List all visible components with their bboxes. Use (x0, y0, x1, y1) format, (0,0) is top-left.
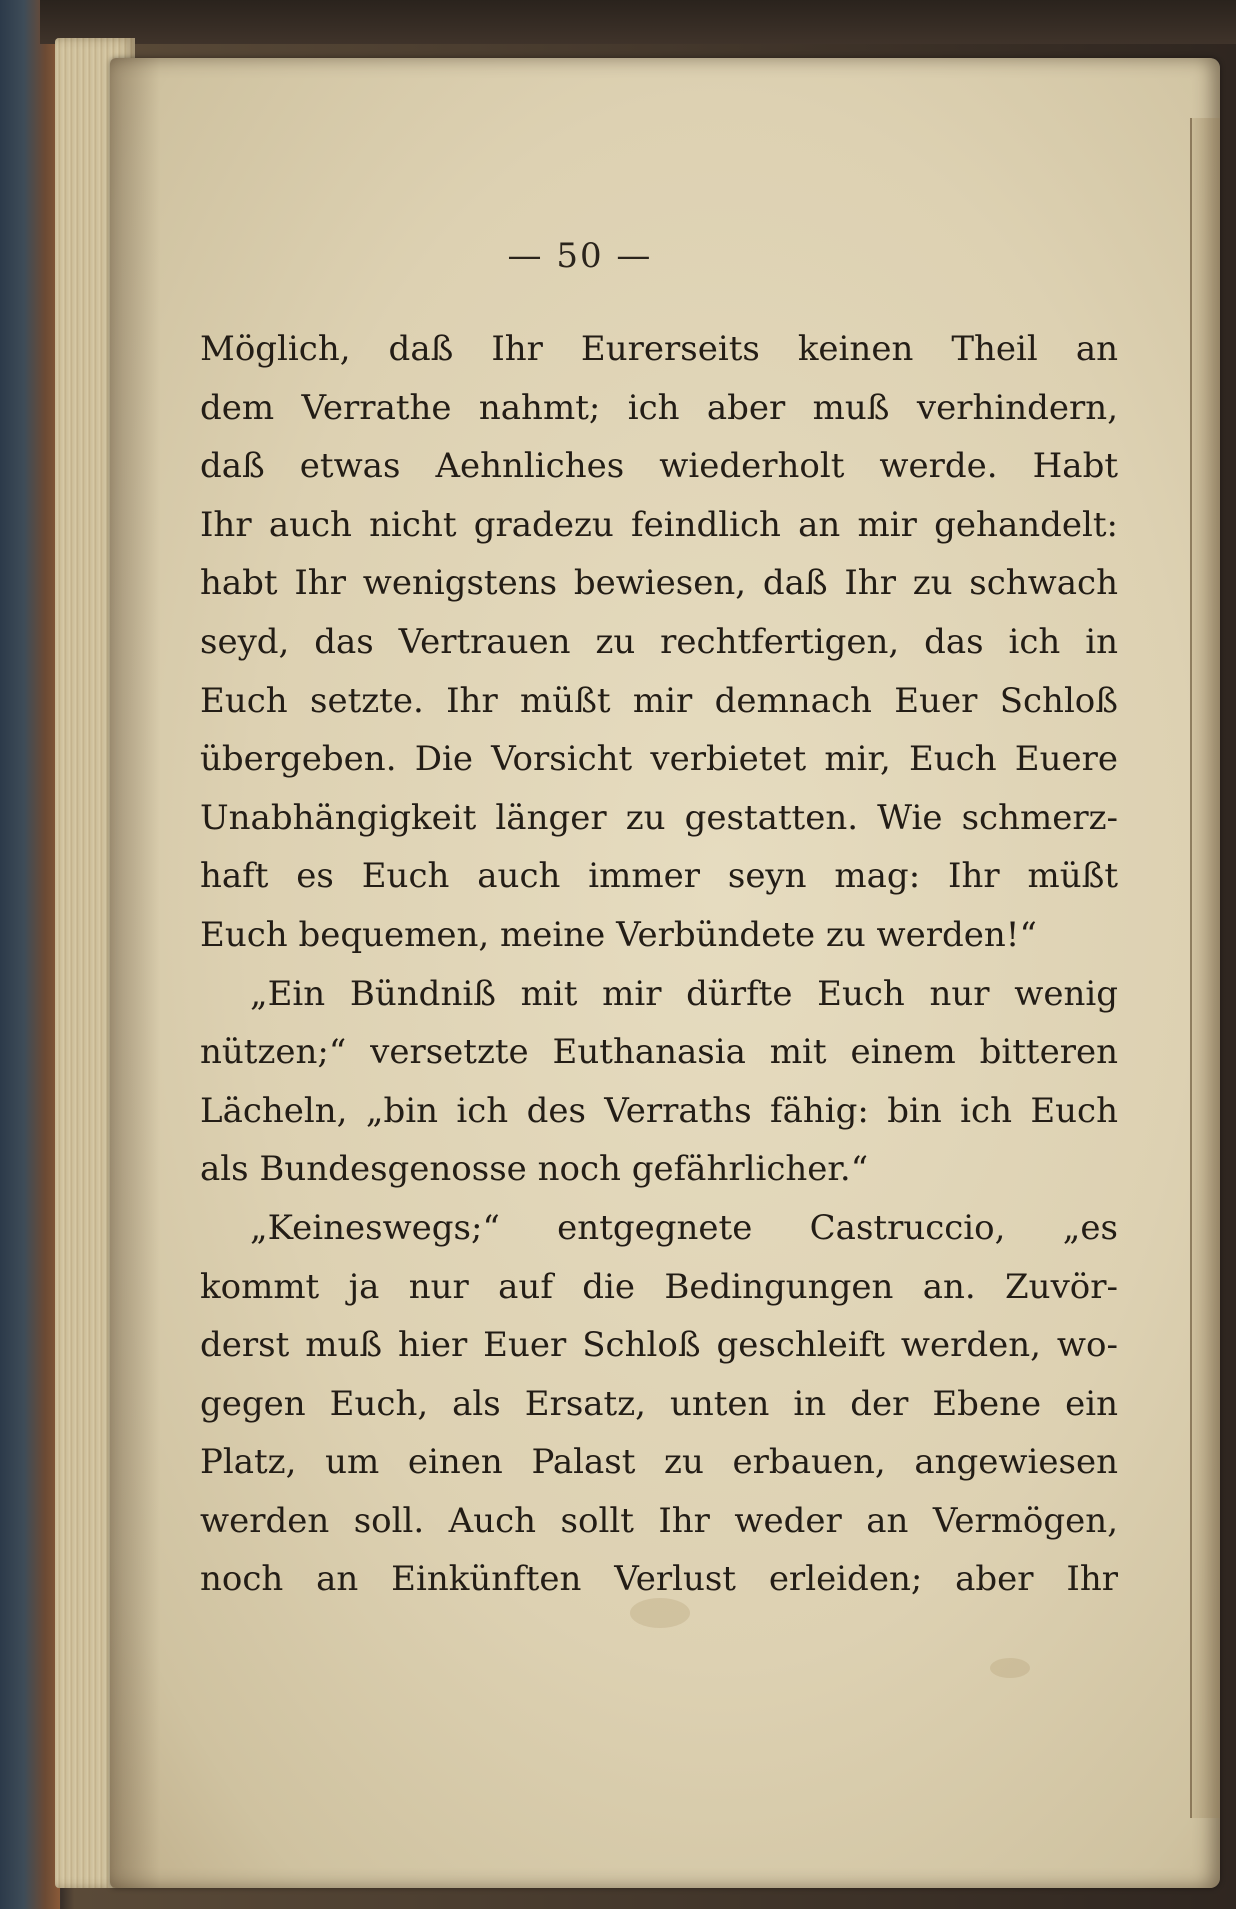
text-line: seyd, das Vertrauen zu rechtfertigen, das ich in (200, 621, 1118, 662)
text-line: nützen;“ versetzte Euthanasia mit einem bitteren (200, 1032, 1118, 1073)
text-line: kommt ja nur auf die Bedingungen an. Zuvör- (200, 1266, 1118, 1307)
page-number: — 50 — (507, 236, 653, 276)
text-line: gegen Euch, als Ersatz, unten in der Ebene ein (200, 1383, 1118, 1424)
text-line: Ihr auch nicht gradezu feindlich an mir gehandelt: (200, 504, 1118, 545)
text-line: Lächeln, „bin ich des Verraths fähig: bin ich Euch (200, 1090, 1118, 1131)
text-line: Möglich, daß Ihr Eurerseits keinen Theil an (200, 329, 1118, 369)
text-line: Platz, um einen Palast zu erbauen, angewiesen (200, 1442, 1118, 1483)
book-cover-left (0, 0, 60, 1909)
page-right-edge (1190, 118, 1220, 1818)
paper-stain (990, 1658, 1030, 1678)
text-line: habt Ihr wenigstens bewiesen, daß Ihr zu schwach (200, 563, 1118, 604)
text-line: übergeben. Die Vorsicht verbietet mir, Euch Euere (200, 739, 1118, 780)
text-line: dem Verrathe nahmt; ich aber muß verhindern, (200, 387, 1118, 428)
text-line: „Ein Bündniß mit mir dürfte Euch nur wenig (250, 973, 1118, 1014)
text-line: Unabhängigkeit länger zu gestatten. Wie schmerz- (200, 797, 1118, 838)
text-line: als Bundesgenosse noch gefährlicher.“ (200, 1149, 869, 1190)
text-line: derst muß hier Euer Schloß geschleift werden, wo- (200, 1325, 1118, 1366)
text-line: haft es Euch auch immer seyn mag: Ihr müßt (200, 856, 1118, 897)
text-line: werden soll. Auch sollt Ihr weder an Vermögen, (200, 1500, 1118, 1541)
text-line: Euch setzte. Ihr müßt mir demnach Euer Schloß (200, 680, 1118, 721)
text-line: noch an Einkünften Verlust erleiden; aber Ihr (200, 1559, 1118, 1600)
book-cover-top (40, 0, 1236, 44)
text-line: daß etwas Aehnliches wiederholt werde. Habt (200, 446, 1118, 487)
spine-shadow (110, 58, 160, 1888)
text-line: „Keineswegs;“ entgegnete Castruccio, „es (250, 1207, 1118, 1248)
text-line: Euch bequemen, meine Verbündete zu werden!“ (200, 914, 1037, 955)
body-text (200, 320, 1118, 1609)
